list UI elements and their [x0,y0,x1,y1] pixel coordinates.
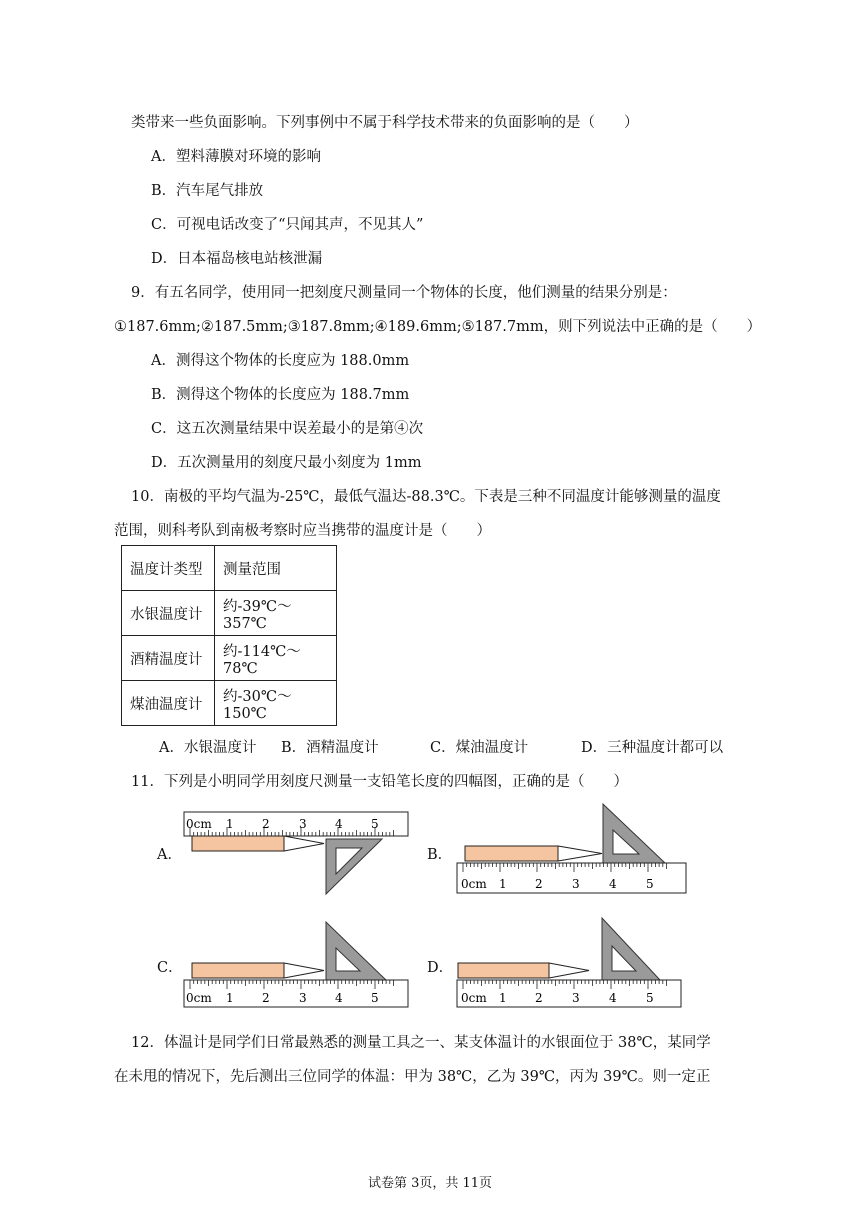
ruler-label: 2 [535,991,543,1005]
ruler-label: 3 [299,817,307,831]
q8-option-c: C．可视电话改变了“只闻其声，不见其人” [151,217,424,233]
figure-a-label: A． [157,847,182,863]
figure-c-label: C． [157,960,183,976]
set-square [326,922,386,980]
table-header-row [122,546,337,591]
q8-stem: 类带来一些负面影响。下列事例中不属于科学技术带来的负面影响的是（ ） [131,115,639,131]
thermometer-table [121,545,337,726]
table-row [122,681,337,726]
table-row [122,636,337,681]
ruler-label: 1 [226,817,234,831]
q10-stem-line1: 10．南极的平均气温为-25℃，最低气温达-88.3℃。下表是三种不同温度计能够测量的温度 [131,489,721,505]
ruler-label: 2 [262,991,270,1005]
q10-option-d: D．三种温度计都可以 [581,740,724,756]
q12-stem-line1: 12．体温计是同学们日常最熟悉的测量工具之一、某支体温计的水银面位于 38℃，某同学 [131,1035,711,1051]
q10-option-a: A．水银温度计 [159,740,257,756]
table-cell: 约-114℃～78℃ [215,636,337,681]
pencil [192,836,324,851]
q10-stem-line2: 范围，则科考队到南极考察时应当携带的温度计是（ ） [114,523,491,539]
table-cell: 酒精温度计 [122,636,215,681]
figure-c [182,918,417,1010]
table-header-cell: 温度计类型 [122,546,215,591]
table-cell: 煤油温度计 [122,681,215,726]
q10-option-c: C．煤油温度计 [430,740,529,756]
ruler-label: 4 [609,877,617,891]
q9-option-a: A．测得这个物体的长度应为 188.0mm [151,353,410,369]
ruler [184,812,408,836]
figure-d-label: D． [427,960,454,976]
set-square [602,918,660,980]
q8-option-a: A．塑料薄膜对环境的影响 [151,149,321,165]
pencil [458,963,589,978]
pencil [465,846,602,861]
ruler [457,863,686,893]
q9-option-c: C．这五次测量结果中误差最小的是第④次 [151,421,424,437]
ruler-label: 4 [609,991,617,1005]
table-row [122,591,337,636]
ruler-label: 1 [499,991,507,1005]
ruler-label: 1 [499,877,507,891]
pencil [192,963,324,978]
ruler-label: 4 [335,817,343,831]
q12-stem-line2: 在未甩的情况下，先后测出三位同学的体温：甲为 38℃，乙为 39℃，丙为 39℃。则一定正 [114,1069,711,1085]
ruler [184,980,408,1007]
ruler-label: 0cm [461,991,487,1005]
table-header-cell: 测量范围 [215,546,337,591]
ruler-label: 4 [335,991,343,1005]
ruler-label: 0cm [461,877,487,891]
q9-stem-line2: ①187.6mm;②187.5mm;③187.8mm;④189.6mm;⑤187.7mm，则下列说法中正确的是（ ） [114,319,762,335]
ruler-label: 3 [572,991,580,1005]
figure-d [455,914,690,1010]
ruler-label: 0cm [186,817,212,831]
ruler-label: 1 [226,991,234,1005]
q8-option-d: D．日本福岛核电站核泄漏 [151,251,323,267]
ruler-label: 5 [371,817,379,831]
q9-option-d: D．五次测量用的刻度尺最小刻度为 1mm [151,455,422,471]
q9-option-b: B．测得这个物体的长度应为 188.7mm [151,387,410,403]
page-footer: 试卷第 3页，共 11页 [367,1176,493,1191]
ruler-label: 2 [262,817,270,831]
q9-stem-line1: 9．有五名同学，使用同一把刻度尺测量同一个物体的长度，他们测量的结果分别是： [131,285,677,301]
ruler-label: 2 [535,877,543,891]
table-cell: 约-39℃～357℃ [215,591,337,636]
q8-option-b: B．汽车尾气排放 [151,183,264,199]
set-square [603,804,665,863]
table-cell: 约-30℃～150℃ [215,681,337,726]
set-square [326,839,382,894]
figure-b [455,800,690,900]
ruler-label: 5 [646,991,654,1005]
ruler [457,980,681,1007]
figure-a [182,806,412,896]
q11-stem: 11．下列是小明同学用刻度尺测量一支铅笔长度的四幅图，正确的是（ ） [131,774,628,790]
ruler-label: 5 [371,991,379,1005]
table-cell: 水银温度计 [122,591,215,636]
ruler-label: 3 [572,877,580,891]
ruler-label: 5 [646,877,654,891]
figure-b-label: B． [427,847,453,863]
q10-option-b: B．酒精温度计 [281,740,379,756]
ruler-label: 0cm [186,991,212,1005]
ruler-label: 3 [299,991,307,1005]
